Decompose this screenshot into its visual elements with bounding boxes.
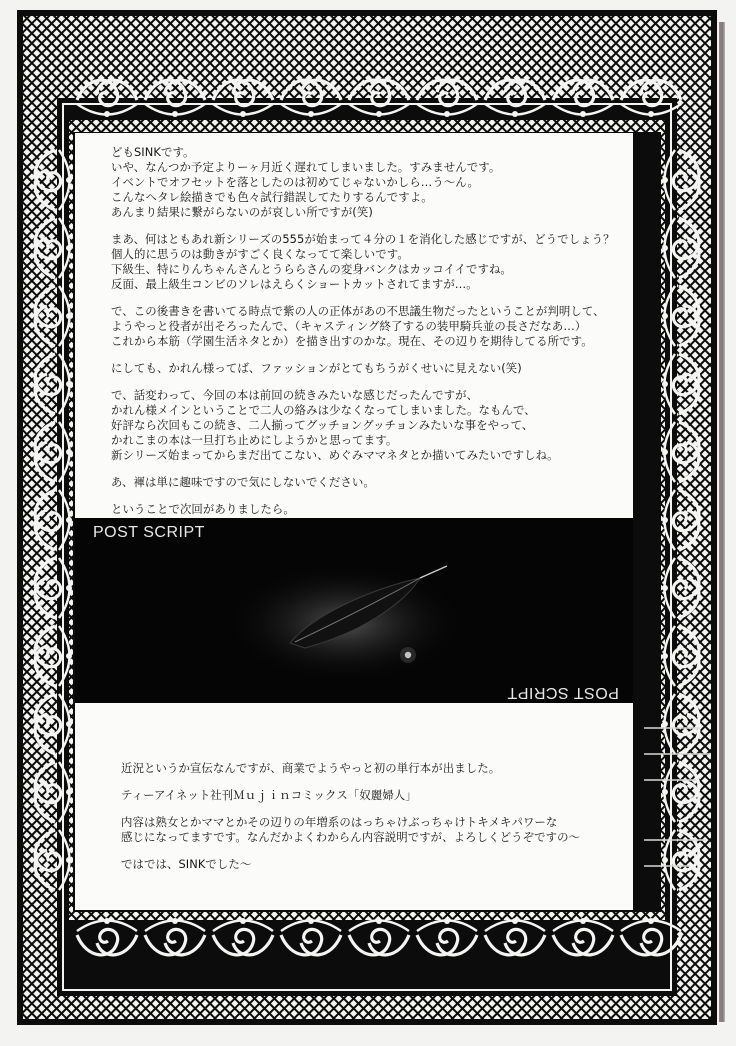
news-text-panel (75, 703, 633, 910)
news-line: ティーアイネット社刊Ｍｕｊｉｎコミックス「奴麗婦人」 (121, 788, 417, 802)
afterword-line: 新シリーズ始まってからまだ出てこない、めぐみママネタとか描いてみたいですしね。 (111, 448, 559, 462)
afterword-line: ようやっと役者が出そろったんで、（キャスティング終了するの装甲騎兵並の長さだなあ…） (111, 319, 587, 333)
post-script-band (75, 518, 633, 703)
afterword-line: 下級生、特にりんちゃんさんとうららさんの変身バンクはカッコイイですね。 (111, 262, 512, 276)
afterword-text-panel (75, 133, 633, 518)
news-paragraph (121, 788, 615, 803)
afterword-paragraph (111, 232, 615, 292)
afterword-line: どもSINKです。 (111, 145, 195, 159)
afterword-paragraph (111, 361, 615, 376)
afterword-paragraph (111, 304, 615, 349)
news-line: ではでは、SINKでした～ (121, 857, 252, 871)
afterword-line: こんなヘタレ絵描きでも色々試行錯誤してたりするんですよ。 (111, 190, 433, 204)
afterword-line: にしても、かれん様ってば、ファッションがとてもちうがくせいに見えない(笑) (111, 361, 522, 375)
afterword-paragraph (111, 145, 615, 220)
afterword-line: で、話変わって、今回の本は前回の続きみたいな感じだったんですが、 (111, 388, 479, 402)
news-paragraph (121, 761, 615, 776)
afterword-line: あ、褌は単に趣味ですので気にしないでください。 (111, 475, 375, 489)
feather-icon (75, 518, 633, 703)
news-line: 内容は熟女とかママとかその辺りの年増系のはっちゃけぶっちゃけトキメキパワーな (121, 815, 558, 829)
afterword-line: イベントでオフセットを落としたのは初めてじゃないかしら…う～ん。 (111, 175, 479, 189)
news-paragraph (121, 815, 615, 845)
bleed-through-marks (640, 720, 718, 900)
afterword-line: いや、なんつか予定よりーヶ月近く遅れてしまいました。すみませんです。 (111, 160, 501, 174)
news-paragraph (121, 857, 615, 872)
afterword-line: で、この後書きを書いてる時点で紫の人の正体があの不思議生物だったということが判明して、 (111, 304, 605, 318)
afterword-line: ということで次回がありましたら。 (111, 502, 295, 516)
afterword-paragraph (111, 475, 615, 490)
afterword-line: まあ、何はともあれ新シリーズの555が始まって４分の１を消化した感じですが、どうでしょう？ (111, 232, 615, 246)
afterword-line: あんまり結果に繋がらないのが哀しい所ですが(笑) (111, 205, 373, 219)
news-line: 近況というか宣伝なんですが、商業でようやっと初の単行本が出ました。 (121, 761, 501, 775)
afterword-line: かれこまの本は一旦打ち止めにしようかと思ってます。 (111, 433, 398, 447)
post-script-heading-inverted: POST SCRIPT (507, 684, 619, 701)
post-script-heading: POST SCRIPT (93, 524, 205, 541)
afterword-line: 反面、最上級生コンビのソレはえらくショートカットされてますが…。 (111, 277, 478, 291)
news-line: 感じになってますです。なんだかよくわからん内容説明ですが、よろしくどうぞですの～ (121, 830, 581, 844)
binding-edge (719, 22, 725, 1022)
afterword-line: これから本筋（学園生活ネタとか）を描き出すのかな。現在、その辺りを期待してる所です。 (111, 334, 593, 348)
afterword-line: 好評なら次回もこの続き、二人揃ってグッチョングッチョンみたいな事をやって、 (111, 418, 534, 432)
afterword-line: 個人的に思うのは動きがすごく良くなってて楽しいです。 (111, 247, 409, 261)
afterword-paragraph (111, 502, 615, 517)
afterword-paragraph (111, 388, 615, 463)
afterword-line: かれん様メインということで二人の絡みは少なくなってしまいました。なもんで、 (111, 403, 536, 417)
